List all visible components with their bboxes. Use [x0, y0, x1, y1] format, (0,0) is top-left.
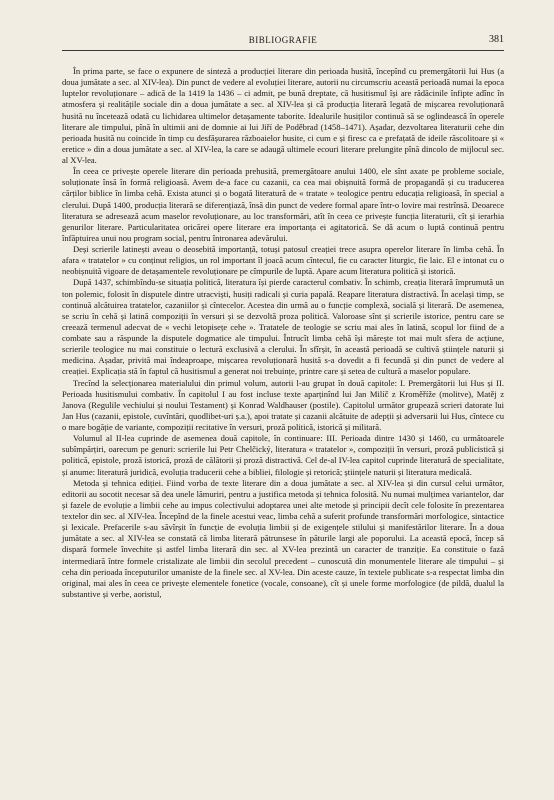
paragraph: În ceea ce privește operele literare din perioada prehusită, premergătoare anului 1400, ele sînt axate pe probleme sociale, soluționate însă în formă religioasă. Avem de-a face cu cazanii, ca cea mai obișnuită formă de propagandă și cu traducerea cărților biblice în limba cehă. Exista atunci și o bogată literatură de « tratate » teologice pentru educația religioasă, în special a clerului. După 1400, producția literară se diferențiază, însă din punct de vedere formal apare într-o lovire mai restrînsă. Deoarece literatura se adresează acum maselor revoluționare, au loc transformări, atît în ceea ce privește funcția literaturii, cît și ierarhia genurilor literare. Particularitatea oricărei opere literare era importanța ei agitatorică. Se dă acum o luptă continuă pentru înfăptuirea unui nou program social, pentru întronarea adevărului. [62, 166, 504, 243]
paragraph: Metoda și tehnica ediției. Fiind vorba de texte literare din a doua jumătate a sec. al XIV-lea și din cursul celui următor, editorii au socotit necesar să dea unele lămuriri, pentru a justifica metoda și tehnica folosită. Nu numai mulțimea variantelor, dar și fazele de evoluție a limbii cehe au impus colectivului adoptarea unei alte metode și principii decît cele folosite în prezentarea textelor din sec. al XIV-lea. Începînd de la finele acestui veac, limba cehă a suferit profunde transformări morfologice, sintactice și lexicale. Prefacerile s-au săvîrșit în funcție de evoluția limbii și de exigențele stilului și manifestărilor literare. În a doua jumătate a sec. al XIV-lea se constată că limba literară pătrunsese în păturile largi ale poporului. La această epocă, încep să dispară formele învechite și astfel limba literară din sec. al XV-lea prezintă un caracter de tranziție. Ea constituie o fază intermediară între formele cristalizate ale limbii din secolul precedent – cunoscută din monumentele literare ale timpului – și ceha din perioada începuturilor umaniste de la finele sec. al XV-lea. Din aceste cauze, în textele publicate s-a respectat limba din original, mai ales în ceea ce privește elementele fonetice (vocale, consoane), cît și unele forme morfologice (de pildă, dualul la substantive și verbe, aoristul, [62, 477, 504, 599]
page-number: 381 [489, 34, 504, 45]
paragraph: Trecînd la selecționarea materialului din primul volum, autorii l-au grupat în două capitole: I. Premergătorii lui Hus și II. Perioada husitismului combativ. În capitolul I au fost incluse texte aparținînd lui Jan Milíč z Kroměříže (molitve), Matěj z Janova (Regulile vechiului și noului Testament) și Konrad Waldhauser (postile). Capitolul următor grupează scrieri datorate lui Jan Hus (cazanii, epistole, cuvîntări, quodlibet-uri ș.a.), apoi tratate și cazanii alcătuite de adepții și adversarii lui Hus, cîntece cu o mare bogăție de variante, compoziții recitative în versuri, proză politică, istorică și militară. [62, 377, 504, 432]
running-header [62, 32, 504, 48]
paragraph: Volumul al II-lea cuprinde de asemenea două capitole, în continuare: III. Perioada dintre 1430 și 1460, cu următoarele subîmpărțiri, oarecum pe genuri: scrierile lui Petr Chelčický, literatura « tratatelor », compoziții în versuri, proză publicistică și politică, epistole, proză istorică, proză de călătorii și proză distractivă. Cel de-al IV-lea capitol cuprinde literatură de specialitate, și anume: literatură juridică, evoluția traducerii cehe a bibliei, filologie și retorică; științele naturii și literatura medicală. [62, 433, 504, 477]
running-title: BIBLIOGRAFIE [248, 35, 318, 45]
paragraph: După 1437, schimbîndu-se situația politică, literatura își pierde caracterul combativ. În schimb, creația literară împrumută un ton polemic, folosit în disputele dintre utracviști, husiți radicali și curia papală. Reapare literatura distractivă. În același timp, se continuă alcătuirea tratatelor, cazaniilor și cîntecelor. Acestea din urmă au o funcție complexă, socială și literară. De asemenea, se scriu în cehă și latină compoziții în versuri și se dezvoltă proza politică. Valoroase sînt și scrierile istorice, pentru care se creează termenul adecvat de « vechi letopisețe cehe ». Tratatele de teologie se scriu mai ales în latină, scopul lor fiind de a combate sau a răspunde la disputele dogmatice ale timpului. Întrucît limba cehă își mărește tot mai mult sfera de acțiune, scrierile teologice nu mai constituie o lectură exclusivă a clerului. În sfîrșit, în această perioadă se cultivă științele naturii și medicina. Așadar, privită mai îndeaproape, mișcarea revoluționară husită s-a dovedit a fi fecundă și din punct de vedere al creației. Explicația stă în faptul că husitismul a generat noi trebuințe, printre care și setea de cultură a maselor populare. [62, 277, 504, 377]
header-rule [62, 50, 504, 51]
paragraph: În prima parte, se face o expunere de sinteză a producției literare din perioada husită, începînd cu premergătorii lui Hus (a doua jumătate a sec. al XIV-lea). Din punct de vedere al evoluției literare, autorii nu circumscriu această perioadă numai la epoca luptelor revoluționare – adică de la 1419 la 1436 – ci admit, pe bună dreptate, că husitismul își are rădăcinile înfipte adînc în atmosfera și realitățile sociale din a doua jumătate a sec. al XIV-lea și că producția literară legată de mișcarea revoluționară husită nu încetează odată cu lichidarea ultimelor detașamente taborite. Idealurile husiților continuă să se oglindească în operele literare ale timpului, pînă în ultimii ani de domnie ai lui Jiří de Poděbrad (1458–1471). Așadar, dezvoltarea literaturii cehe din perioada husită nu coincide în timp cu desfășurarea războaielor husite, ci cum e și firesc ca e prefațată de ideile răscolitoare și « eretice » din a doua jumătate a sec. al XIV-lea, la care se adaugă ultimele ecouri literare prelungite pînă dincolo de mijlocul sec. al XV-lea. [62, 66, 504, 165]
body-text [62, 66, 504, 600]
paragraph: Deși scrierile latinești aveau o deosebită importanță, totuși patosul creației trece asupra operelor literare în limba cehă. În afara « tratatelor » cu conținut religios, un rol important îl joacă acum cîntecul, fie cu caracter liturgic, fie laic. El e intonat cu o neobișnuită vigoare de detașamentele revoluționare pe cîmpurile de luptă. Apare acum literatura politică și istorică. [62, 244, 504, 277]
